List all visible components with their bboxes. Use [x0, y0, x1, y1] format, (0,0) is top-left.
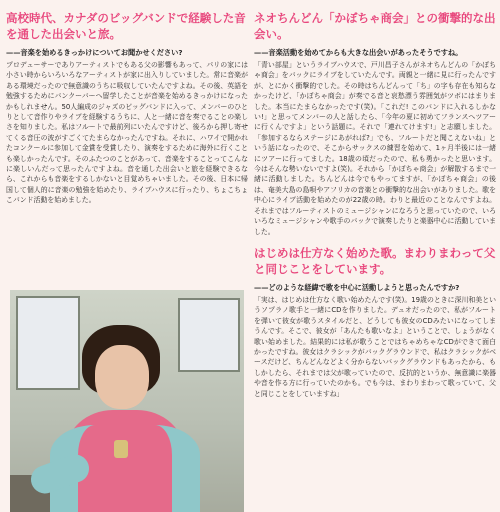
- right-paragraph-1: 「青い部屋」というライブハウスで、戸川昌子さんがネオちんどんの「かぼちゃ商会」をバックにライブをしていたんです。両親と一緒に見に行ったんですが、とにかく衝撃的でした。その時はちんどんって「ち」の字も存在も知らなかったけど、「かぼちゃ商会」が奏でる音と哀愁漂う雰囲気がツボにはまりました。本当にたまらなかったです(笑)。「これだ! このバンドに入れるしかない!」と思ってメンバーの人と話したら、「今年の夏に初めてフランスへツアーに行くんですよ」という話題に。それで「連れてけます!」と志願しました。「参加するならステージにあがれば?」でも、フルートだと聞こえないね」という話になったので、そこからサックスの練習を始めて、1ヶ月半後には一緒にツアーに行ってました。18歳の頃だったので、私も勇かったと思います。今はそんな勢いないですよ(笑)。それから「かぼちゃ商会」が解散するまで一緒に活動しました。ちんどんは今でもやってますが、「かぼちゃ商会」の後は、奄美大島の島唄やアフリカの音楽との衝撃的な出会いがありました。歌を中心にライブ活動を始めたのが22歳の時。わりと最近のことなんですよね。それまではフルーティストのミュージシャンになろうと思っていたので、いろいろなミュージシャンや歌手のバックで演奏したりと楽器中心に活動していました。: [254, 61, 496, 236]
- window-left: [16, 296, 80, 390]
- right-column: [252, 0, 496, 399]
- figure-face: [95, 345, 149, 409]
- right-heading-2: はじめは仕方なく始めた歌。まわりまわって父と同じことをしています。: [254, 245, 496, 276]
- right-heading-1: ネオちんどん「かぼちゃ商会」との衝撃的な出会い。: [254, 11, 496, 41]
- window-right: [178, 298, 240, 372]
- right-question-1: ——音楽活動を始めてからも大きな出会いがあったそうですね。: [254, 48, 463, 57]
- left-question: ——音楽を始めるきっかけについてお聞かせください?: [6, 48, 183, 57]
- figure-pendant: [114, 440, 128, 458]
- right-question-2: ——どのような経緯で歌を中心に活動しようと思ったんですか?: [254, 282, 460, 292]
- left-heading: 高校時代、カナダのビッグバンドで経験した音を通した出会いと旅。: [6, 11, 246, 41]
- left-paragraph: プロデューサーでありアーティストでもある父の影響もあって、パリの家には小さい時からいろいろなアーティストが家に出入りしていました。常に音楽がある環境だったので無意識のうちに吸収していたんですよね。その後、英語を勉強するためにバンクーバーへ留学したことが音楽を始めるきっかけになったかもしれません。50人編成のジャズのビッグバンドに入って、メンバーのひとりとして音作りやライブを経験するうちに、人と一緒に音を奏でることの楽しさを知りました。私はフルートで最前列にいたんですけど、後ろから押し寄せてくる音圧の波がすごくてたまらなかったんですね。それに、ハワイで開かれたコンクールに参加して金賞を受賞したり、演奏をするために海外に行くことも楽しかったんです。そのふたつのことがあって、音楽をすることってこんなに楽しいんだって思ったんですよね。音を通した出会いと旅を経験できるなら、これからも音楽をするしかないと目覚めちゃいました。その後、日本に帰国して個人的に音楽の勉強を始めたり、ライブハウスに行ったり、ちょこちょこバンド活動を始めました。: [6, 61, 249, 205]
- left-column: [4, 0, 248, 206]
- portrait-photo: [10, 290, 244, 512]
- right-paragraph-2: 「実は、はじめは仕方なく歌い始めたんです(笑)。19歳のときに深川和美というソプラノ歌手と一緒にCDを作りました。デュオだったので、私がフルートを弾いて彼女が歌うスタイルだと、どうしても彼女のCDみたいになってしまうんです。そこで、彼女が「あんたも歌いなよ」ということで、しょうがなく歌い始めました。結果的には私が歌うことではちゃめちゃなCDができて面白かったですね。彼女はクラシックがバックグラウンドで、私はクラシックがベースだけど、ちんどんなどよく分からないバックグラウンドもあったから、もしかしたら、それまでは父が歌っていたので、反抗的というか、無意識に楽器や音を作る方に行っていたのかも。でも今は、まわりまわって歌っていて、父と同じことをしていますね」: [254, 295, 496, 398]
